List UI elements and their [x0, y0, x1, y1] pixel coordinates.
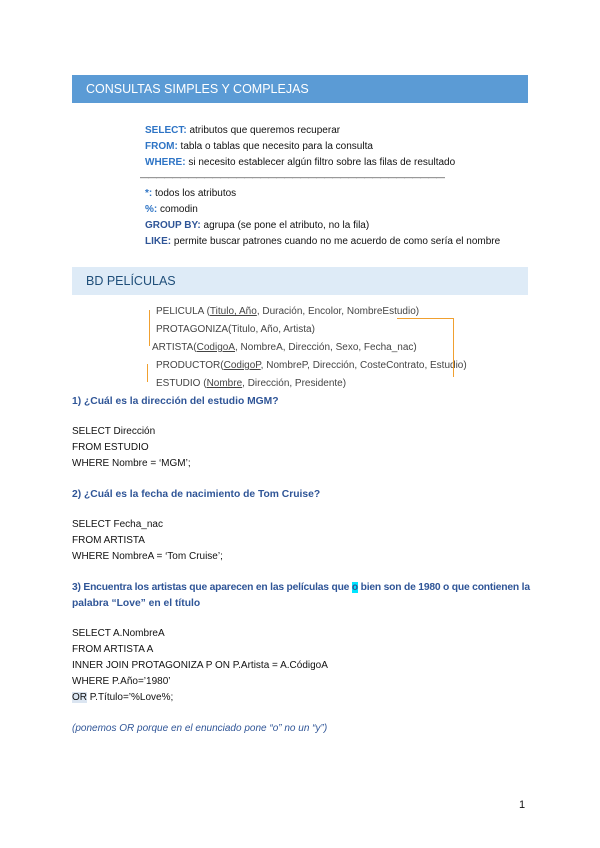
def-select: SELECT: atributos que queremos recuperar: [145, 125, 341, 136]
sql-line: SELECT A.NombreA: [72, 628, 165, 639]
sql-line: SELECT Fecha_nac: [72, 519, 163, 530]
def-asterisk: *: todos los atributos: [145, 188, 237, 199]
schema-productor: PRODUCTOR(CodigoP, NombreP, Dirección, CosteContrato, Estudio): [156, 360, 467, 371]
schema-protagoniza: PROTAGONIZA(Titulo, Año, Artista): [156, 324, 315, 335]
question-2: 2) ¿Cuál es la fecha de nacimiento de Tom Cruise?: [72, 489, 321, 500]
relationship-line: [149, 310, 155, 346]
def-percent: %: comodin: [145, 204, 198, 215]
relationship-line: [147, 364, 153, 382]
sql-line: FROM ARTISTA: [72, 535, 145, 546]
question-3-line2: palabra “Love” en el título: [72, 598, 201, 609]
question-3: 3) Encuentra los artistas que aparecen en las películas que o bien son de 1980 o que contienen la: [72, 582, 530, 593]
divider: ——————————————————————————————————————: [140, 172, 444, 182]
sql-line: WHERE NombreA = ‘Tom Cruise’;: [72, 551, 223, 562]
sql-line: SELECT Dirección: [72, 426, 156, 437]
section-header-consultas: CONSULTAS SIMPLES Y COMPLEJAS: [72, 75, 528, 103]
schema-estudio: ESTUDIO (Nombre, Dirección, Presidente): [156, 378, 347, 389]
note: (ponemos OR porque en el enunciado pone “o” no un “y”): [72, 723, 328, 734]
def-where: WHERE: si necesito establecer algún filtro sobre las filas de resultado: [145, 157, 456, 168]
sql-line: FROM ESTUDIO: [72, 442, 149, 453]
sql-line: WHERE P.Año=’1980’: [72, 676, 171, 687]
section-header-bd-peliculas: BD PELÍCULAS: [72, 267, 528, 295]
def-groupby: GROUP BY: agrupa (se pone el atributo, no la fila): [145, 220, 370, 231]
schema-pelicula: PELICULA (Titulo, Año, Duración, Encolor, NombreEstudio): [156, 306, 420, 317]
sql-line: OR P.Título=’%Love%;: [72, 692, 174, 703]
def-from: FROM: tabla o tablas que necesito para la consulta: [145, 141, 373, 152]
sql-line: WHERE Nombre = ‘MGM’;: [72, 458, 191, 469]
question-1: 1) ¿Cuál es la dirección del estudio MGM?: [72, 396, 279, 407]
sql-line: INNER JOIN PROTAGONIZA P ON P.Artista = A.CódigoA: [72, 660, 328, 671]
relationship-line: [397, 318, 454, 377]
schema-artista: ARTISTA(CodigoA, NombreA, Dirección, Sexo, Fecha_nac): [152, 342, 417, 353]
page-number: 1: [519, 799, 526, 811]
sql-line: FROM ARTISTA A: [72, 644, 154, 655]
def-like: LIKE: permite buscar patrones cuando no me acuerdo de como sería el nombre: [145, 236, 501, 247]
